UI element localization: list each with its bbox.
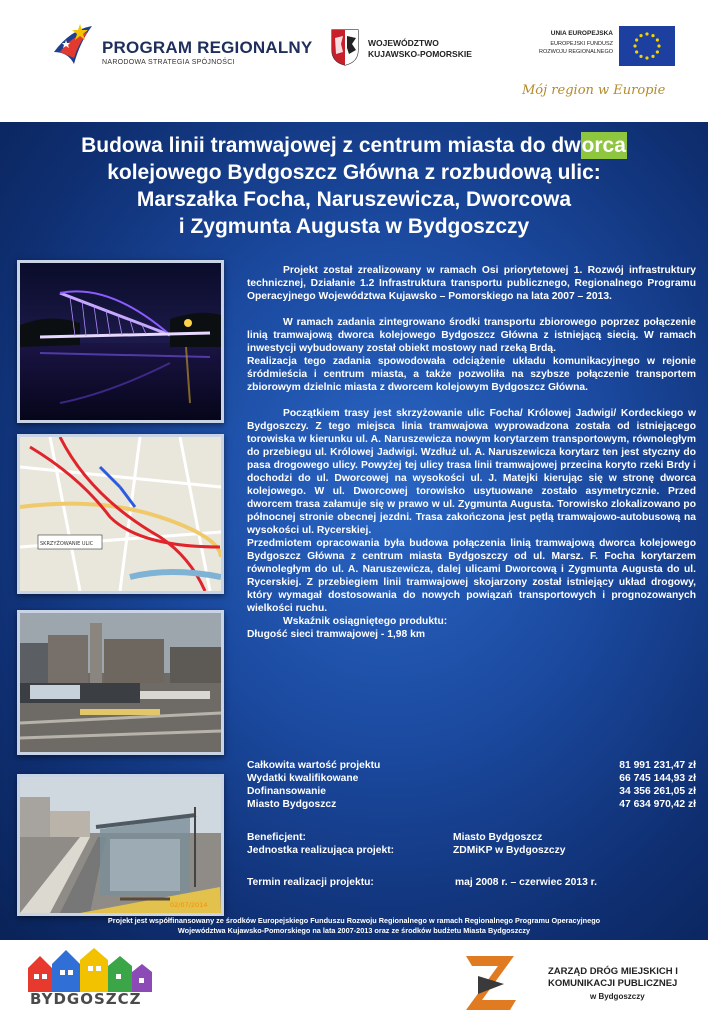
- route-map-image: [20, 437, 221, 591]
- eu-star-icon: [639, 34, 642, 37]
- title-highlight: orca: [581, 134, 626, 157]
- program-regionalny-logo: [50, 22, 313, 68]
- eu-line2: EUROPEJSKI FUNDUSZ: [550, 41, 613, 47]
- beneficiary-value: Miasto Bydgoszcz: [453, 832, 543, 843]
- eu-line3: ROZWOJU REGIONALNEGO: [539, 49, 613, 55]
- station-photo: [17, 610, 224, 755]
- eu-star-icon: [639, 55, 642, 58]
- finance-value: 81 991 231,47 zł: [619, 760, 696, 771]
- title-line1: [20, 132, 688, 159]
- zdmikp-z-icon: [464, 954, 518, 1012]
- eu-star-icon: [651, 55, 654, 58]
- voivodeship-line2: KUJAWSKO-POMORSKIE: [368, 49, 472, 59]
- tram-stop-photo: [17, 774, 224, 916]
- voivodeship-crest-icon: [330, 28, 360, 66]
- finance-row: [247, 785, 696, 798]
- body-text: [247, 264, 696, 641]
- term-value: maj 2008 r. – czerwiec 2013 r.: [455, 877, 597, 888]
- route-map-photo: [17, 434, 224, 594]
- eu-star-icon: [633, 44, 636, 47]
- finance-label: Całkowita wartość projektu: [247, 760, 381, 771]
- title-line1-text: Budowa linii tramwajowej z centrum miasta do dw: [81, 134, 581, 157]
- paragraph-5: Przedmiotem opracowania była budowa połączenia linią tramwajową dworca kolejowego Bydgoszcz Główna z centrum miasta Bydgoszczy od ul. Marsz. F. Focha korytarzem równoległym do ul. A. Naruszewicza, dalej ulicami Dworcową i Zygmunta Augusta do ul. Rycerskiej. Z przebiegiem linii tramwajowej skojarzony został istniejący układ drogowy, który wymagał dostosowania do nowych powiązań transportowych i prognozowanych wielkości ruchu.: [247, 538, 696, 614]
- station-image: [20, 613, 221, 752]
- finance-row: [247, 772, 696, 785]
- eu-line1: UNIA EUROPEJSKA: [550, 30, 613, 37]
- eu-star-icon: [656, 38, 659, 41]
- bridge-night-photo: [17, 260, 224, 423]
- zdmikp-logo: [464, 954, 694, 1018]
- eu-star-icon: [656, 50, 659, 53]
- paragraph-4: Początkiem trasy jest skrzyżowanie ulic Focha/ Królowej Jadwigi/ Kordeckiego w Bydgoszczy. Z tego miejsca linia tramwajowa wyprowadzona została od istniejącego torowiska w kierunku ul. A. Naruszewicza nowym korytarzem transportowym, równoległym do przebiegu ul. Królowej Jadwigi. Wzdłuż ul. A. Naruszewicza korytarz ten jest styczny do pasa drogowego ulicy. Powyżej tej ulicy trasa linii tramwajowej przecina koryto rzeki Brdy i dochodzi do ul. Dworcowej na wysokości ul. J. Matejki kierując się w stronę dworca kolejowego. W ul. Dworcowej torowisko usytuowane zostało asymetrycznie. Przed dworcem trasa załamuje się w prawo w ul. Zygmunta Augusta. Torowisko zlokalizowano po północnej stronie obecnej jezdni. Trasa zakończona jest pętlą tramwajowo-autobusową na wysokości ul. Rycerskiej.: [247, 408, 696, 536]
- paragraph-2: W ramach zadania zintegrowano środki transportu zbiorowego poprzez połączenie linią tramwajową dworca kolejowego Bydgoszcz Główna z istniejącą siecią. W ramach inwestycji wybudowany został obiekt mostowy nad rzeką Brdą.: [247, 317, 696, 354]
- eu-star-icon: [645, 56, 648, 59]
- eu-star-icon: [657, 44, 660, 47]
- program-title: PROGRAM REGIONALNY: [102, 38, 313, 57]
- finance-row: [247, 759, 696, 772]
- zdmikp-line1: ZARZĄD DRÓG MIEJSKICH I: [548, 966, 678, 977]
- program-regionalny-star-icon: [50, 22, 96, 68]
- finance-label: Dofinansowanie: [247, 786, 326, 797]
- eu-star-icon: [651, 34, 654, 37]
- beneficiary-row: [247, 831, 696, 844]
- finance-label: Miasto Bydgoszcz: [247, 799, 337, 810]
- title-line2: kolejowego Bydgoszcz Główna z rozbudową ulic:: [107, 161, 601, 184]
- term-row: [247, 876, 696, 889]
- paragraph-1: Projekt został zrealizowany w ramach Osi priorytetowej 1. Rozwój infrastruktury technicznej, Działanie 1.2 Infrastruktura transportu publicznego, Regionalnego Programu Operacyjnego Województwa Kujawsko – Pomorskiego na lata 2007 – 2013.: [247, 265, 696, 302]
- finance-row: [247, 798, 696, 811]
- bydgoszcz-houses-icon: [22, 946, 172, 992]
- eu-star-icon: [635, 38, 638, 41]
- finance-table: [247, 759, 696, 811]
- bydgoszcz-logo-text: BYDGOSZCZ: [30, 990, 142, 1008]
- term-block: [247, 876, 696, 889]
- beneficiary-label: Beneficjent:: [247, 832, 306, 843]
- eu-flag-icon: [619, 26, 675, 66]
- bydgoszcz-logo: [22, 946, 172, 1018]
- indicator-label: Wskaźnik osiągniętego produktu:: [283, 616, 448, 627]
- finance-value: 47 634 970,42 zł: [619, 799, 696, 810]
- finance-value: 34 356 261,05 zł: [619, 786, 696, 797]
- voivodeship-line1: WOJEWÓDZTWO: [368, 38, 439, 48]
- indicator-value: Długość sieci tramwajowej - 1,98 km: [247, 629, 425, 640]
- title-line4: i Zygmunta Augusta w Bydgoszczy: [178, 215, 530, 238]
- term-label: Termin realizacji projektu:: [247, 877, 374, 888]
- photo-date-stamp: 02/07/2014: [170, 901, 208, 909]
- program-subtitle: NARODOWA STRATEGIA SPÓJNOŚCI: [102, 59, 235, 66]
- bottom-logos: [0, 940, 708, 1024]
- poster-panel: [0, 122, 708, 940]
- implementing-unit-label: Jednostka realizująca projekt:: [247, 845, 395, 856]
- implementing-unit-row: [247, 844, 696, 857]
- voivodeship-logo: [330, 28, 500, 70]
- zdmikp-line2: KOMUNIKACJI PUBLICZNEJ: [548, 978, 678, 989]
- bridge-night-image: [20, 263, 221, 420]
- map-label: SKRZYŻOWANIE ULIC: [40, 541, 94, 547]
- header: [0, 0, 708, 120]
- finance-value: 66 745 144,93 zł: [619, 773, 696, 784]
- motto: Mój region w Europie: [522, 83, 666, 98]
- eu-star-icon: [635, 50, 638, 53]
- implementing-unit-value: ZDMiKP w Bydgoszczy: [453, 845, 566, 856]
- tram-stop-image: [20, 777, 221, 913]
- poster-title: [20, 132, 688, 240]
- beneficiary-block: [247, 831, 696, 857]
- eu-star-icon: [645, 32, 648, 35]
- eu-logo: [525, 26, 675, 70]
- finance-label: Wydatki kwalifikowane: [247, 773, 359, 784]
- cofinancing-line1: Projekt jest współfinansowany ze środków Europejskiego Funduszu Rozwoju Regionalnego w ramach Regionalnego Programu Operacyjnego: [107, 916, 601, 925]
- cofinancing-note: [0, 916, 708, 936]
- cofinancing-line2: Województwa Kujawsko-Pomorskiego na lata 2007-2013 oraz ze środków budżetu Miasta Bydgoszczy: [177, 926, 531, 935]
- title-line3: Marszałka Focha, Naruszewicza, Dworcowa: [136, 188, 572, 211]
- zdmikp-line3: w Bydgoszczy: [590, 992, 645, 1001]
- paragraph-3: Realizacja tego zadania spowodowała odciążenie układu komunikacyjnego w rejonie śródmieścia i centrum miasta, a także pozwoliła na szybsze połączenie transportem zbiorowym dzielnic miasta z dworcem kolejowym Bydgoszcz Główna.: [247, 356, 696, 393]
